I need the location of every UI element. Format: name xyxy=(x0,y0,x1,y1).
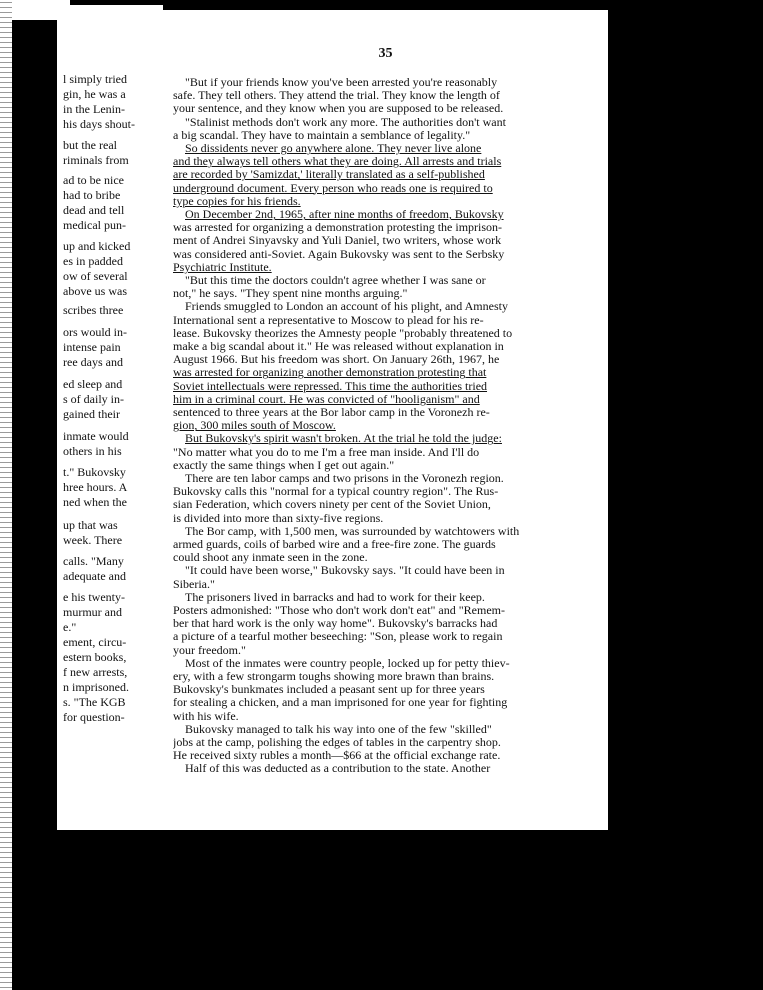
left-column-line: ree days and xyxy=(63,355,123,369)
left-column-line: dead and tell xyxy=(63,203,125,217)
left-column-line: ors would in- xyxy=(63,325,127,339)
left-column-line: ned when the xyxy=(63,495,127,509)
left-column-line: f new arrests, xyxy=(63,665,128,679)
text-line: On December 2nd, 1965, after nine months of freedom, Bukovsky xyxy=(185,207,504,221)
left-column-line: medical pun- xyxy=(63,218,126,232)
text-line: exactly the same things when I get out again." xyxy=(173,457,395,472)
text-line: The Bor camp, with 1,500 men, was surrounded by watchtowers with xyxy=(185,523,520,538)
text-line: a big scandal. They have to maintain a semblance of legality." xyxy=(173,127,471,142)
left-column-line: but the real xyxy=(63,138,117,152)
text-line: your freedom." xyxy=(173,642,246,657)
text-line: There are ten labor camps and two prisons in the Voronezh region. xyxy=(185,471,504,485)
text-line: Soviet intellectuals were repressed. This time the authorities tried xyxy=(173,378,488,393)
text-line: The prisoners lived in barracks and had to work for their keep. xyxy=(185,589,485,604)
left-column-line: s. "The KGB xyxy=(63,695,126,709)
text-line: type copies for his friends. xyxy=(173,193,301,208)
left-column-line: riminals from xyxy=(63,153,129,167)
text-line: jobs at the camp, polishing the edges of tables in the carpentry shop. xyxy=(173,735,501,749)
text-line: Friends smuggled to London an account of his plight, and Amnesty xyxy=(185,299,508,314)
left-column-line: l simply tried xyxy=(63,72,127,86)
left-column-line: hree hours. A xyxy=(63,480,128,494)
text-line: sian Federation, which covers ninety per cent of the Soviet Union, xyxy=(173,497,491,512)
text-line: and they always tell others what they are doing. All arrests and trials xyxy=(173,154,502,169)
text-line: was arrested for organizing a demonstration protesting the imprison- xyxy=(173,220,503,235)
left-column-line: others in his xyxy=(63,444,122,458)
left-column-line: gin, he was a xyxy=(63,87,126,101)
left-column-line: e his twenty- xyxy=(63,590,125,604)
left-column-line: up that was xyxy=(63,518,118,532)
left-column-line: n imprisoned. xyxy=(63,680,129,694)
left-column-line: e." xyxy=(63,620,77,634)
text-line: International sent a representative to Moscow to plead for his re- xyxy=(173,312,484,327)
text-line: Siberia." xyxy=(173,576,215,591)
text-line: Most of the inmates were country people, locked up for petty thiev- xyxy=(185,655,510,670)
left-column-line: calls. "Many xyxy=(63,554,124,568)
left-column-line: his days shout- xyxy=(63,117,135,131)
document-page xyxy=(163,10,608,830)
text-line: ery, with a few strongarm toughs showing more brawn than brains. xyxy=(173,669,495,683)
left-column-line: estern books, xyxy=(63,650,127,664)
text-line: Bukovsky's bunkmates included a peasant sent up for three years xyxy=(173,682,485,697)
left-column-line: scribes three xyxy=(63,303,124,317)
left-column-line: gained their xyxy=(63,407,120,421)
text-line: him in a criminal court. He was convicted of "hooliganism" and xyxy=(173,391,480,406)
left-column-line: ad to be nice xyxy=(63,173,124,187)
text-line: lease. Bukovsky theorizes the Amnesty people "probably threatened to xyxy=(173,325,513,340)
text-line: Half of this was deducted as a contribution to the state. Another xyxy=(185,761,491,776)
text-line: for stealing a chicken, and a man imprisoned for one year for fighting xyxy=(173,695,508,710)
text-line: could shoot any inmate seen in the zone. xyxy=(173,550,368,565)
text-line: Psychiatric Institute. xyxy=(173,259,272,274)
left-column-line: ed sleep and xyxy=(63,377,123,391)
text-line: "Stalinist methods don't work any more. The authorities don't want xyxy=(185,114,506,129)
text-line: But Bukovsky's spirit wasn't broken. At the trial he told the judge: xyxy=(185,431,502,446)
text-line: your sentence, and they know when you are supposed to be released. xyxy=(173,101,504,116)
text-line: gion, 300 miles south of Moscow. xyxy=(173,418,336,433)
text-line: is divided into more than sixty-five regions. xyxy=(173,510,384,525)
text-line: was considered anti-Soviet. Again Bukovsky was sent to the Serbsky xyxy=(173,246,505,261)
previous-page-fragment xyxy=(57,5,163,830)
text-line: He received sixty rubles a month—$66 at the official exchange rate. xyxy=(173,748,501,763)
text-line: a picture of a tearful mother beseeching: "Son, please work to regain xyxy=(173,629,503,644)
left-column-line: adequate and xyxy=(63,569,126,583)
text-line: with his wife. xyxy=(173,708,239,723)
left-column-line: inmate would xyxy=(63,429,129,443)
left-column-line: intense pain xyxy=(63,340,121,354)
left-column-line: had to bribe xyxy=(63,188,121,202)
text-line: underground document. Every person who reads one is required to xyxy=(173,180,493,195)
left-column-line: t." Bukovsky xyxy=(63,465,126,479)
text-line: "But this time the doctors couldn't agree whether I was sane or xyxy=(185,273,486,287)
left-column-line: week. There xyxy=(63,533,123,547)
text-line: was arrested for organizing another demonstration protesting that xyxy=(173,365,487,380)
text-line: armed guards, coils of barbed wire and a free-fire zone. The guards xyxy=(173,537,496,551)
left-column-line: up and kicked xyxy=(63,239,131,253)
text-line: sentenced to three years at the Bor labor camp in the Voronezh re- xyxy=(173,405,490,419)
scanner-noise-strip xyxy=(0,0,12,990)
left-column-line: ow of several xyxy=(63,269,128,283)
text-line: So dissidents never go anywhere alone. They never live alone xyxy=(185,141,482,155)
page-number: 35 xyxy=(378,46,393,61)
left-column-line: in the Lenin- xyxy=(63,102,125,116)
left-column-line: murmur and xyxy=(63,605,122,619)
left-column-line: s of daily in- xyxy=(63,392,124,406)
text-line: safe. They tell others. They attend the trial. They know the length of xyxy=(173,88,500,103)
text-line: Posters admonished: "Those who don't work don't eat" and "Remem- xyxy=(173,603,505,617)
text-line: ment of Andrei Sinyavsky and Yuli Daniel, two writers, whose work xyxy=(173,233,502,248)
text-line: ber that hard work is the only way home". Bukovsky's barracks had xyxy=(173,616,498,631)
text-line: August 1966. But his freedom was short. On January 26th, 1967, he xyxy=(173,352,500,367)
left-column-line: above us was xyxy=(63,284,127,298)
text-line: "It could have been worse," Bukovsky says. "It could have been in xyxy=(185,563,505,578)
text-line: Bukovsky calls this "normal for a typical country region". The Rus- xyxy=(173,484,499,499)
text-line: "No matter what you do to me I'm a free man inside. And I'll do xyxy=(173,444,480,459)
text-line: "But if your friends know you've been arrested you're reasonably xyxy=(185,75,498,89)
text-line: not," he says. "They spent nine months arguing." xyxy=(173,286,408,301)
left-column-line: es in padded xyxy=(63,254,123,268)
text-line: are recorded by 'Samizdat,' literally translated as a self-published xyxy=(173,167,485,182)
text-line: Bukovsky managed to talk his way into one of the few "skilled" xyxy=(185,721,492,736)
left-column-line: for question- xyxy=(63,710,125,724)
left-column-line: ement, circu- xyxy=(63,635,127,649)
text-line: make a big scandal about it." He was released without explanation in xyxy=(173,339,504,353)
